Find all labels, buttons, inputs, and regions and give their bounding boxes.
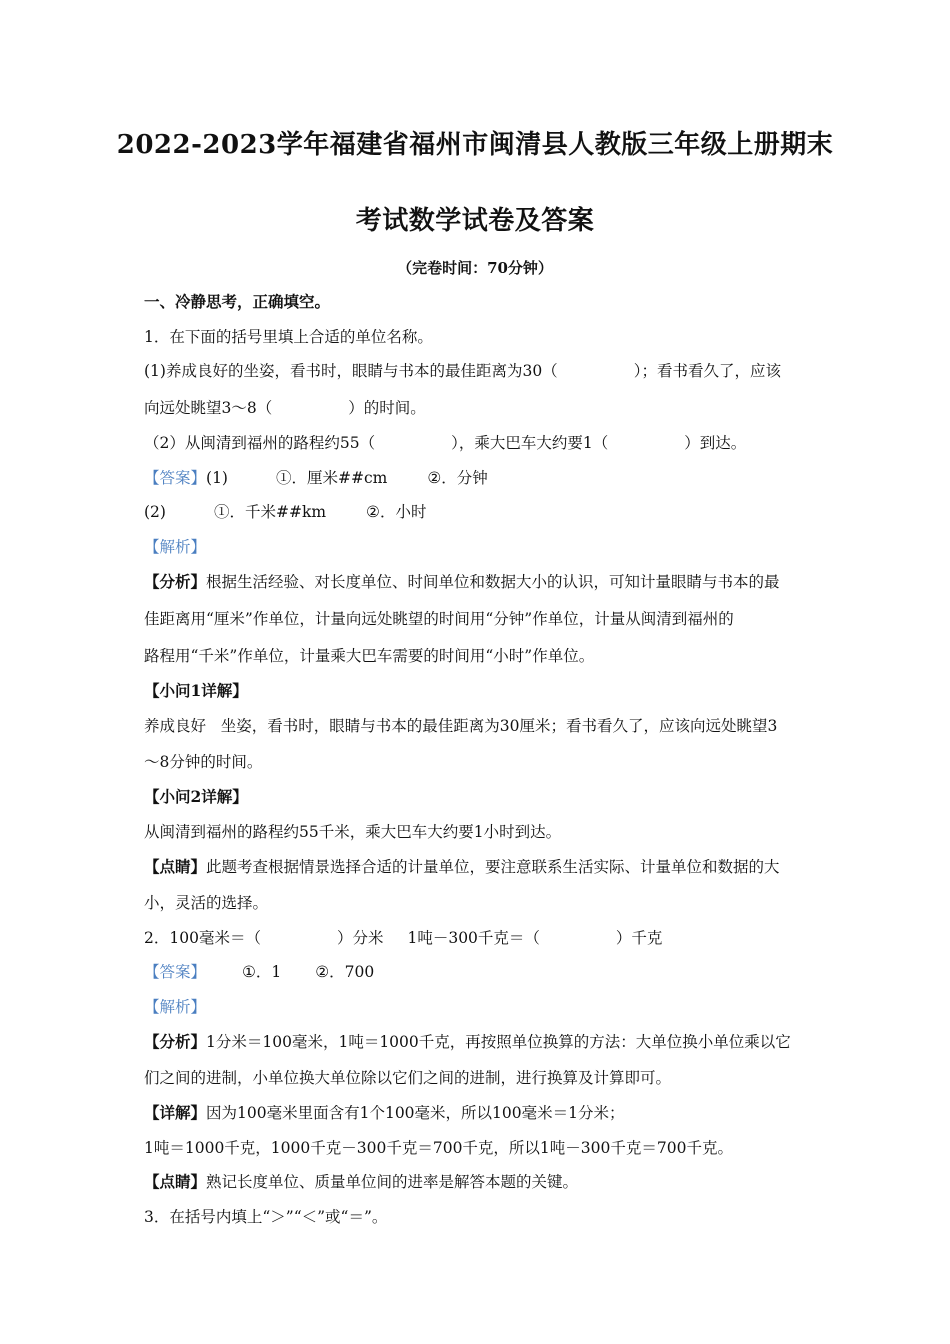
- answer-tag: 【答案】: [144, 963, 207, 981]
- q1-sub2-tag: 【小问2详解】: [144, 787, 248, 806]
- q2-answer: [144, 960, 810, 984]
- q2-text-d: ）千克: [615, 929, 663, 947]
- dianjing-text: 此题考查根据情景选择合适的计量单位，要注意联系生活实际、计量单位和数据的大: [206, 858, 780, 876]
- q2-text-a: 2．100毫米＝（: [144, 929, 261, 947]
- q1-part1-text-d: ）的时间。: [348, 399, 426, 417]
- answer-part-label: (1): [206, 469, 228, 487]
- q1-dianjing-line1: [144, 855, 810, 879]
- fenxi-tag: 【分析】: [144, 572, 207, 591]
- q1-answer-line1: [144, 466, 810, 490]
- q1-fenxi-line3: 路程用“千米”作单位，计量乘大巴车需要的时间用“小时”作单位。: [144, 647, 595, 665]
- q3-stem: 3．在括号内填上“＞”“＜”或“＝”。: [144, 1208, 388, 1226]
- q1-sub1-line1: 养成良好 坐姿，看书时，眼睛与书本的最佳距离为30厘米；看书看久了，应该向远处眺望3: [144, 717, 778, 735]
- q1-part1-line1: [144, 359, 810, 383]
- fenxi-tag: 【分析】: [144, 1032, 207, 1051]
- xiangjie-text: 因为100毫米里面含有1个100毫米，所以100毫米＝1分米；: [206, 1104, 625, 1122]
- q1-part1-text-b: ）；看书看久了，应该: [633, 362, 781, 380]
- answer-item: ①．厘米##cm: [275, 469, 388, 487]
- q1-part2: [144, 431, 810, 455]
- fenxi-text: 1分米＝100毫米，1吨＝1000千克，再按照单位换算的方法：大单位换小单位乘以它: [206, 1033, 791, 1051]
- q1-answer-line2: [144, 500, 810, 524]
- q1-stem: 1．在下面的括号里填上合适的单位名称。: [144, 328, 433, 346]
- q2-dianjing: [144, 1170, 810, 1194]
- dianjing-text: 熟记长度单位、质量单位间的进率是解答本题的关键。: [206, 1173, 579, 1191]
- answer-item: ①．1: [242, 963, 282, 981]
- q1-sub1-line2: ～8分钟的时间。: [144, 753, 263, 771]
- section-heading: 一、冷静思考，正确填空。: [144, 292, 331, 311]
- q1-dianjing-line2: 小，灵活的选择。: [144, 894, 269, 912]
- answer-item: ②．700: [315, 963, 375, 981]
- q1-part1-text-c: 向远处眺望3～8（: [144, 399, 273, 417]
- q2-text-c: 1吨－300千克＝（: [407, 929, 540, 947]
- answer-item: ②．分钟: [427, 469, 488, 487]
- fenxi-text: 根据生活经验、对长度单位、时间单位和数据大小的认识，可知计量眼睛与书本的最: [206, 573, 780, 591]
- dianjing-tag: 【点睛】: [144, 857, 207, 876]
- q1-fenxi-line2: 佳距离用“厘米”作单位，计量向远处眺望的时间用“分钟”作单位，计量从闽清到福州的: [144, 610, 734, 628]
- analysis-tag: 【解析】: [144, 998, 207, 1016]
- analysis-tag: 【解析】: [144, 538, 207, 556]
- q2-fenxi-line1: [144, 1030, 810, 1054]
- q1-sub2-line1: 从闽清到福州的路程约55千米，乘大巴车大约要1小时到达。: [144, 823, 562, 841]
- document-title-line-2: 考试数学试卷及答案: [355, 206, 595, 236]
- q1-part1-text-a: (1)养成良好的坐姿，看书时，眼睛与书本的最佳距离为30（: [144, 362, 558, 380]
- q1-part2-text-c: ）到达。: [684, 434, 747, 452]
- answer-tag: 【答案】: [144, 469, 207, 487]
- document-title-line-1: 2022-2023学年福建省福州市闽清县人教版三年级上册期末: [116, 130, 834, 160]
- q2-text-b: ）分米: [336, 929, 384, 947]
- dianjing-tag: 【点睛】: [144, 1172, 207, 1191]
- q2-xiangjie-line2: 1吨＝1000千克，1000千克－300千克＝700千克，所以1吨－300千克＝700千克。: [144, 1139, 733, 1157]
- q1-part2-text-a: （2）从闽清到福州的路程约55（: [144, 434, 376, 452]
- answer-part-label: (2): [144, 503, 166, 521]
- exam-duration: （完卷时间：70分钟）: [397, 259, 553, 277]
- q2-fenxi-line2: 们之间的进制，小单位换大单位除以它们之间的进制，进行换算及计算即可。: [144, 1069, 672, 1087]
- answer-item: ①．千米##km: [213, 503, 327, 521]
- xiangjie-tag: 【详解】: [144, 1103, 207, 1122]
- q1-part1-line2: [144, 396, 810, 420]
- q1-fenxi-line1: [144, 570, 810, 594]
- answer-item: ②．小时: [366, 503, 427, 521]
- q1-part2-text-b: ），乘大巴车大约要1（: [451, 434, 609, 452]
- q2-stem: [144, 926, 810, 950]
- q2-xiangjie-line1: [144, 1101, 810, 1125]
- q1-sub1-tag: 【小问1详解】: [144, 681, 248, 700]
